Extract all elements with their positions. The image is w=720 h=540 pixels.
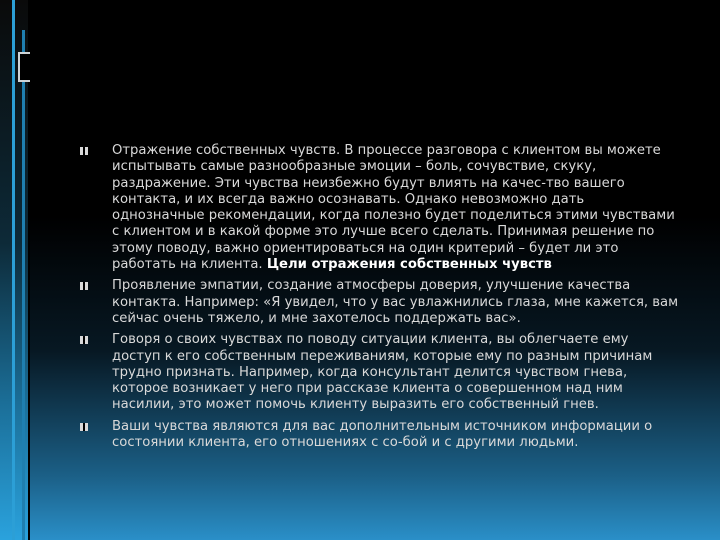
bullet-item-1 bbox=[80, 143, 680, 273]
bullet-item-4 bbox=[80, 419, 680, 452]
accent-bar-outer bbox=[12, 0, 15, 540]
bullet-icon bbox=[80, 147, 88, 155]
accent-bar-inner bbox=[22, 30, 25, 540]
bullet-emphasis: Цели отражения собственных чувств bbox=[266, 257, 552, 273]
bullet-item-2 bbox=[80, 278, 680, 327]
bullet-text: Проявление эмпатии, создание атмосферы доверия, улучшение качества контакта. Например: «Я увидел, что у вас увлажнились глаза, мне кажется, вам сейчас очень тяжело, и мне захотелось поддержать вас». bbox=[112, 278, 679, 326]
bullet-icon bbox=[80, 282, 88, 290]
bullet-text: Говоря о своих чувствах по поводу ситуации клиента, вы облегчаете ему доступ к его собственным переживаниям, которые ему по разным причинам трудно признать. Например, когда консультант делится чувством гнева, которое возникает у него при рассказе клиента о совершенном над ним насилии, это может помочь клиенту выразить его собственный гнев. bbox=[112, 332, 653, 413]
bullet-icon bbox=[80, 423, 88, 431]
bullet-icon bbox=[80, 336, 88, 344]
bullet-list bbox=[80, 143, 680, 456]
bullet-text: Отражение собственных чувств. В процессе разговора с клиентом вы можете испытывать самые разнообразные эмоции – боль, сочувствие, скуку, раздражение. Эти чувства неизбежно будут влиять на качес-тво вашего контакта, и их всегда важно осознавать. Однако невозможно дать однозначные рекомендации, когда полезно будет поделиться этими чувствами с клиентом и в какой форме это лучше всего сделать. Принимая решение по этому поводу, важно ориентироваться на один критерий – будет ли это работать на клиента. bbox=[112, 143, 675, 273]
bullet-item-3 bbox=[80, 332, 680, 413]
bullet-text: Ваши чувства являются для вас дополнительным источником информации о состоянии клиента, его отношениях с со-бой и с другими людьми. bbox=[112, 418, 653, 451]
